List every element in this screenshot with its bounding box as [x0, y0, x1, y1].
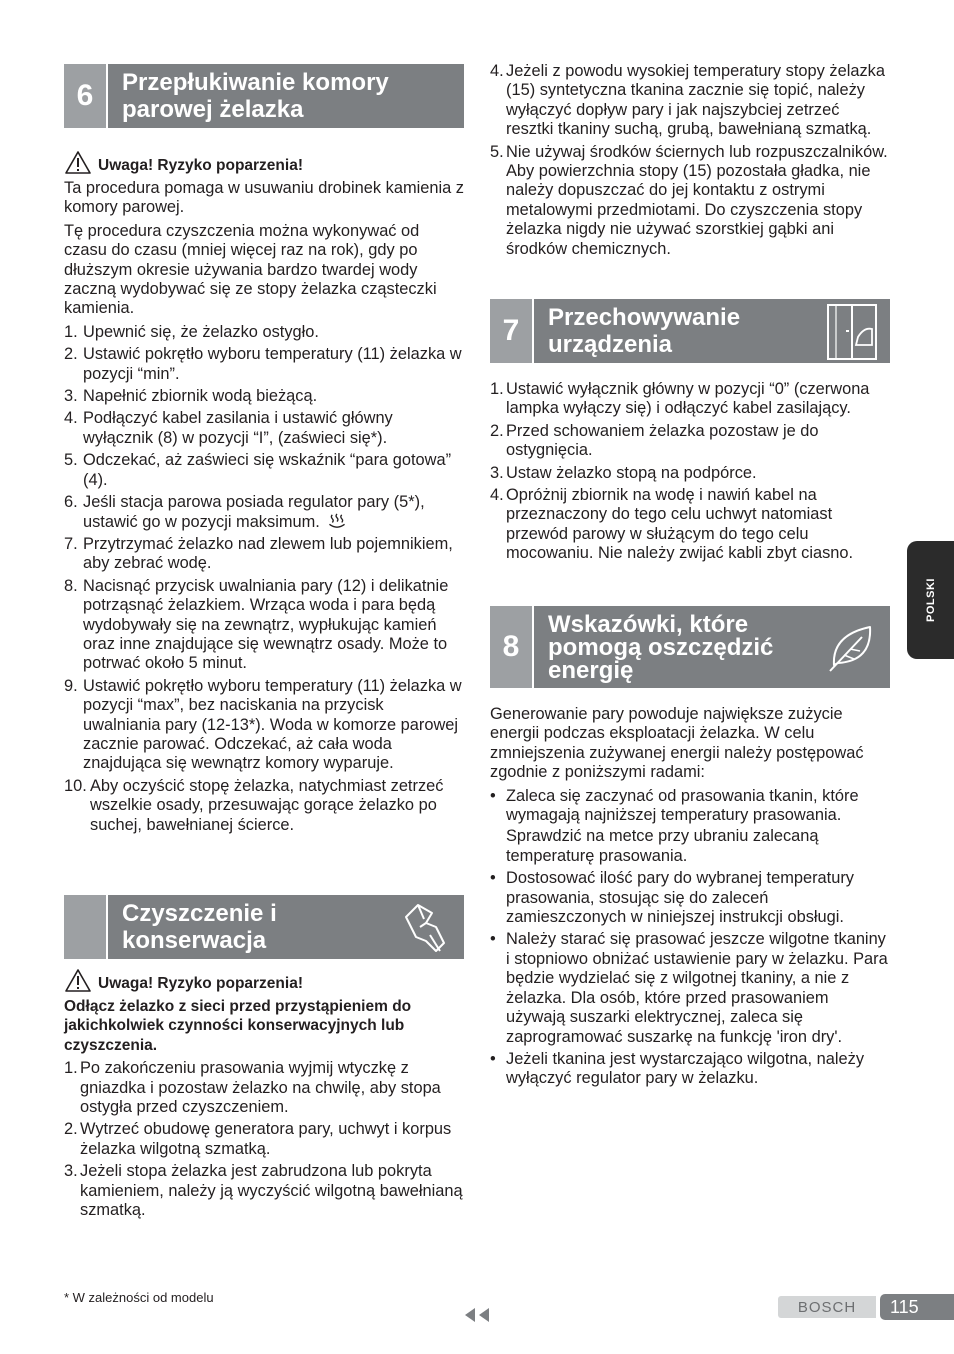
list-item — [490, 464, 890, 483]
list-item — [490, 787, 890, 867]
list-item — [490, 486, 890, 564]
intro-paragraph: Tę procedura czyszczenia można wykonywać od czasu do czasu (mniej więcej raz na rok), gdy po dłuższym okresie używania bardzo twardej wody zaczną wydobywać się ze stopy żelazka cząsteczki kamienia. — [64, 221, 437, 318]
warning-line — [64, 968, 464, 993]
step-text: Jeżeli stopa żelazka jest zabrudzona lub pokryta kamieniem, należy ją wyczyścić wilgotną bawełnianą szmatką. — [80, 1162, 463, 1220]
list-item — [490, 869, 890, 927]
step-text: Jeżeli z powodu wysokiej temperatury stopy żelazka (15) syntetyczna tkanina zacznie się topić, należy wyłączyć dopływ pary i jak najszybciej zetrzeć resztki tkaniny suchą, grubą, bawełnianą szmatką. — [506, 62, 885, 139]
step-text: Odczekać, aż zaświeci się wskaźnik “para gotowa” (4). — [83, 451, 452, 489]
tip-text: Zaleca się zaczynać od prasowania tkanin, które wymagają najniższej temperatury prasowania. — [506, 786, 859, 825]
list-item — [64, 577, 464, 674]
list-item — [64, 345, 464, 384]
language-tab — [907, 541, 954, 659]
section-number: 7 — [490, 299, 534, 363]
section-number: 8 — [490, 606, 534, 688]
section-title: Przechowywanie urządzenia — [548, 304, 741, 358]
step-number: 2. — [64, 345, 78, 364]
step-text: Ustawić pokrętło wyboru temperatury (11) żelazka w pozycji “max”, bez naciskania na przycisk uwalniania pary (12-13*). Woda w komorze parowej zacznie parować. Odczekać, aż cała woda znajdująca się wewnątrz komory wyparuje. — [83, 676, 462, 773]
cabinet-iron-icon — [822, 301, 882, 361]
cleaning-steps-continued — [490, 62, 890, 259]
list-item — [64, 535, 464, 574]
bullet: • — [490, 930, 496, 949]
step-number: 1. — [64, 322, 78, 341]
step-text: Ustaw żelazko stopą na podpórce. — [506, 463, 757, 482]
step-number: 2. — [64, 1120, 78, 1139]
section-7-body — [490, 380, 890, 567]
energy-tips-list — [490, 787, 890, 1089]
list-item — [490, 930, 890, 1046]
list-item — [64, 777, 464, 835]
step-number: 7. — [64, 534, 78, 553]
step-number: 9. — [64, 676, 78, 695]
bold-note: Odłącz żelazko z sieci przed przystąpieniem do jakichkolwiek czynności konserwacyjnych lub czyszczenia. — [64, 998, 412, 1054]
section-title: Wskazówki, które pomogą oszczędzić energię — [548, 610, 774, 684]
step-text: Po zakończeniu prasowania wyjmij wtyczkę z gniazdka i pozostaw żelazko na chwilę, aby stopa ostygła przed czyszczeniem. — [80, 1059, 441, 1117]
section-number: 6 — [64, 64, 108, 128]
steam-max-icon — [327, 513, 347, 530]
step-text: Nacisnąć przycisk uwalniania pary (12) i delikatnie potrząsnąć żelazkiem. Wrząca woda i para będą wydobywały się na zewnątrz, wypłukując kamień oraz inne znajdujące się wewnątrz osady. Może to potrwać około 5 minut. — [83, 576, 449, 673]
list-item — [64, 1162, 464, 1220]
tip-text: Dostosować ilość pary do wybranej temperatury prasowania, stosując się do zaleceń zamieszczonych w niniejszej instrukcji obsługi. — [506, 869, 854, 927]
warning-line — [64, 150, 464, 175]
tip-text: Należy starać się prasować jeszcze wilgotne tkaniny i stopniowo obniżać ustawienie pary w żelazku. Para będzie wydzielać się z wilgotnej tkaniny, a nie z żelazka. Dla osób, które przed prasowaniem używają suszarki elektrycznej, zaleca się zaprogramować suszarkę na funkcję 'iron dry'. — [506, 930, 888, 1046]
step-number: 1. — [64, 1059, 78, 1078]
step-text: Przed schowaniem żelazka pozostaw je do ostygnięcia. — [506, 421, 819, 460]
list-item — [64, 451, 464, 490]
language-tab-label: POLSKI — [924, 578, 937, 622]
cleaning-steps — [64, 1059, 464, 1220]
step-text: Opróżnij zbiornik na wodę i nawiń kabel na przeznaczony do tego celu uchwyt natomiast przewód parowy w służącym do tego celu mocowaniu. Nie należy zwijać kabli zbyt ciasno. — [506, 486, 854, 563]
step-number: 3. — [490, 463, 504, 482]
list-item — [64, 677, 464, 774]
cleaning-body — [64, 968, 464, 1223]
list-item — [64, 493, 464, 532]
cleaning-continued — [490, 62, 890, 262]
hand-cloth-icon — [396, 897, 456, 957]
tip-text: Sprawdzić na metce przy ubraniu zalecaną temperaturę prasowania. — [506, 827, 819, 865]
section-title: Czyszczenie i konserwacja — [122, 900, 277, 954]
warning-text: Uwaga! Ryzyko poparzenia! — [98, 156, 303, 174]
step-number: 4. — [490, 486, 504, 505]
step-text: Napełnić zbiornik wodą bieżącą. — [83, 387, 318, 406]
list-item — [64, 1059, 464, 1117]
intro-paragraph: Generowanie pary powoduje największe zużycie energii podczas eksploatacji żelazka. W celu zmniejszenia zużywanej energii należy postępować zgodnie z poniższymi radami: — [490, 705, 864, 782]
list-item — [64, 409, 464, 448]
warning-triangle-icon — [64, 968, 92, 993]
step-number: 10. — [64, 776, 87, 795]
bullet: • — [490, 1049, 496, 1068]
brand-label: BOSCH — [778, 1296, 876, 1318]
step-text: Ustawić pokrętło wyboru temperatury (11) żelazka w pozycji “min”. — [83, 345, 462, 383]
step-number: 2. — [490, 421, 504, 440]
step-number: 3. — [64, 1162, 78, 1181]
bullet: • — [490, 869, 496, 888]
section-7-steps — [490, 380, 890, 564]
step-number: 3. — [64, 387, 78, 406]
list-item — [64, 387, 464, 406]
double-left-arrow-icon[interactable] — [463, 1307, 493, 1323]
tip-text: Jeżeli tkanina jest wystarczająco wilgotna, należy wyłączyć regulator pary w żelazku. — [506, 1049, 865, 1088]
list-item — [64, 1120, 464, 1159]
step-number: 4. — [64, 409, 78, 428]
page-number: 115 — [880, 1294, 954, 1320]
list-item — [490, 422, 890, 461]
section-7-header — [490, 299, 890, 363]
warning-triangle-icon — [64, 150, 92, 175]
cleaning-header — [64, 895, 464, 959]
list-item — [490, 62, 890, 140]
step-number: 4. — [490, 62, 504, 80]
step-text: Upewnić się, że żelazko ostygło. — [83, 322, 319, 341]
section-6-header — [64, 64, 464, 128]
section-title: Przepłukiwanie komory parowej żelazka — [122, 69, 389, 123]
section-8-header — [490, 606, 890, 688]
step-text: Ustawić wyłącznik główny w pozycji “0” (czerwona lampka wyłączy się) i odłączyć kabel zasilający. — [506, 380, 870, 418]
section-number-blank — [64, 895, 108, 959]
section-8-body — [490, 705, 890, 1092]
step-text: Aby oczyścić stopę żelazka, natychmiast zetrzeć wszelkie osady, przesuwając gorące żelazko po suchej, bawełnianej ścierce. — [90, 776, 444, 834]
step-number: 5. — [64, 451, 78, 470]
step-text: Wytrzeć obudowę generatora pary, uchwyt i korpus żelazka wilgotną szmatką. — [80, 1120, 452, 1158]
step-text: Nie używaj środków ściernych lub rozpuszczalników. Aby powierzchnia stopy (15) pozostała gładka, nie należy dopuszczać do jej kontaktu z ostrymi metalowymi przedmiotami. Do czyszczenia stopy żelazka nigdy nie używać szorstkiej gąbki ani środków chemicznych. — [506, 142, 888, 258]
bullet: • — [490, 786, 496, 805]
step-text: Jeśli stacja parowa posiada regulator pary (5*), ustawić go w pozycji maksimum. — [83, 493, 425, 531]
warning-text: Uwaga! Ryzyko poparzenia! — [98, 974, 303, 992]
list-item — [64, 323, 464, 342]
step-text: Przytrzymać żelazko nad zlewem lub pojemnikiem, aby zebrać wodę. — [83, 534, 453, 573]
list-item — [490, 1050, 890, 1089]
footnote: * W zależności od modelu — [64, 1290, 214, 1305]
section-6-steps — [64, 323, 464, 835]
step-number: 1. — [490, 380, 504, 398]
list-item — [490, 143, 890, 259]
list-item — [490, 380, 890, 419]
intro-paragraph: Ta procedura pomaga w usuwaniu drobinek kamienia z komory parowej. — [64, 179, 464, 217]
step-number: 5. — [490, 142, 504, 161]
section-6-body — [64, 150, 464, 838]
step-number: 6. — [64, 493, 78, 512]
step-number: 8. — [64, 576, 78, 595]
leaf-icon — [822, 617, 882, 677]
step-text: Podłączyć kabel zasilania i ustawić główny wyłącznik (8) w pozycji “I”, (zaświeci się*). — [83, 409, 393, 447]
